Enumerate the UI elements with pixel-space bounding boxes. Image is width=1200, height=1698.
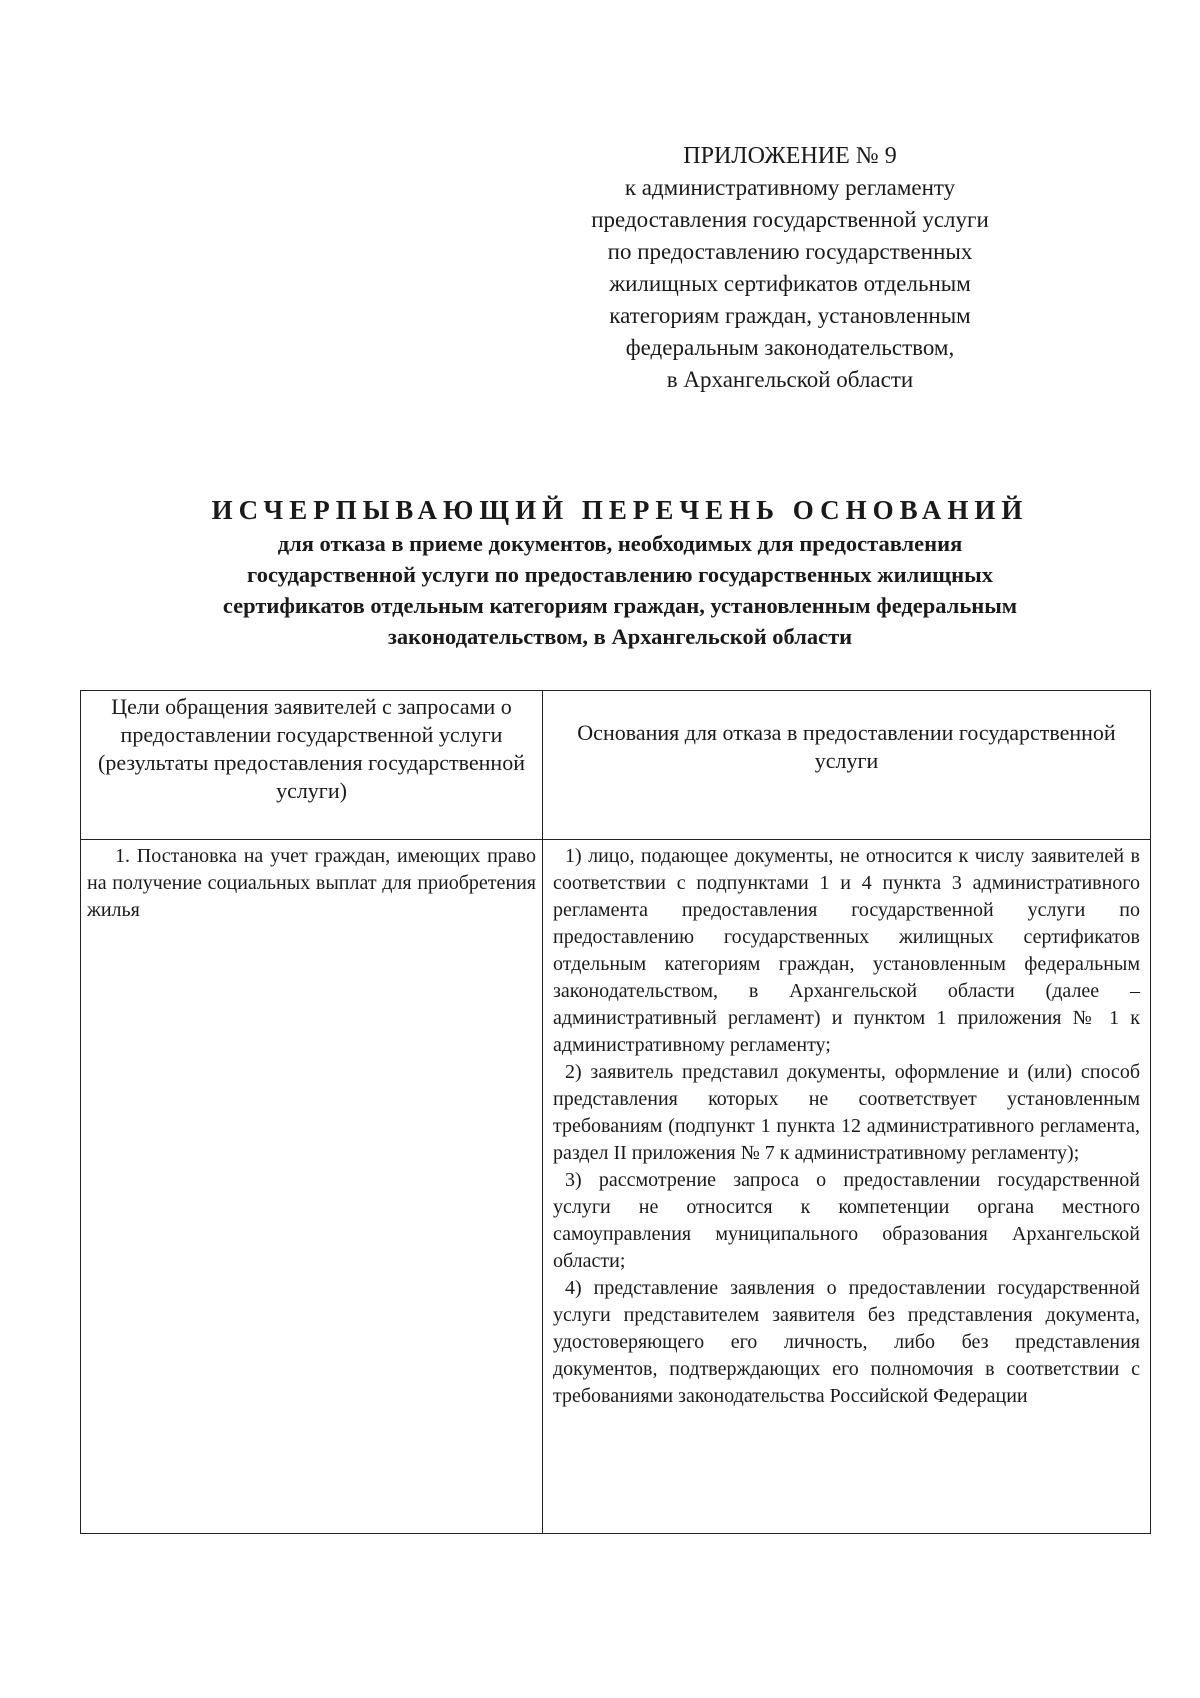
- ground-item: 2) заявитель представил документы, оформление и (или) способ представления которых не соответствует установленным требованиям (подпункт 1 пункта 12 административного регламента, раздел II приложения № 7 к административному регламенту);: [553, 1061, 1140, 1164]
- appendix-line: к административному регламенту: [624, 175, 956, 200]
- document-subtitle: [100, 528, 1140, 652]
- ground-item: 4) представление заявления о предоставлении государственной услуги представителем заявителя без представления документа, удостоверяющего его личность, либо без представления документов, подтверждающих его полномочия в соответствии с требованиями законодательства Российской Федерации: [553, 1277, 1140, 1407]
- subtitle-line: законодательством, в Архангельской области: [387, 624, 853, 649]
- purpose-text: 1. Постановка на учет граждан, имеющих право на получение социальных выплат для приобретения жилья: [87, 845, 536, 921]
- grounds-table: [80, 690, 1151, 1534]
- header-cell-grounds: [543, 691, 1151, 840]
- cell-grounds: [543, 840, 1151, 1534]
- ground-item: 3) рассмотрение запроса о предоставлении государственной услуги не относится к компетенции органа местного самоуправления муниципального образования Архангельской области;: [553, 1169, 1140, 1272]
- appendix-line: жилищных сертификатов отдельным: [609, 271, 971, 296]
- appendix-line: категориям граждан, установленным: [609, 303, 971, 328]
- appendix-line: в Архангельской области: [666, 367, 914, 392]
- appendix-line: предоставления государственной услуги: [591, 207, 989, 232]
- appendix-line: по предоставлению государственных: [607, 239, 973, 264]
- appendix-heading-block: [540, 140, 1040, 396]
- appendix-number: ПРИЛОЖЕНИЕ № 9: [683, 143, 897, 169]
- subtitle-line: сертификатов отдельным категориям граждан, установленным федеральным: [222, 593, 1018, 618]
- subtitle-line: государственной услуги по предоставлению государственных жилищных: [247, 562, 993, 587]
- document-title-block: [100, 492, 1140, 652]
- table-row: [81, 840, 1151, 1534]
- subtitle-line: для отказа в приеме документов, необходимых для предоставления: [277, 531, 963, 556]
- document-title: ИСЧЕРПЫВАЮЩИЙ ПЕРЕЧЕНЬ ОСНОВАНИЙ: [211, 495, 1029, 525]
- grounds-list: [543, 840, 1150, 1410]
- ground-item: 1) лицо, подающее документы, не относится к числу заявителей в соответствии с подпунктами 1 и 4 пункта 3 административного регламента предоставления государственной услуги по предоставлению государственных жилищных сертификатов отдельным категориям граждан, установленным федеральным законодательством, в Архангельской области (далее – административный регламент) и пунктом 1 приложения № 1 к административному регламенту;: [553, 845, 1140, 1056]
- header-grounds-text: Основания для отказа в предоставлении государственной услуги: [577, 720, 1116, 773]
- cell-purpose: [81, 840, 543, 1534]
- header-cell-purpose: [81, 691, 543, 840]
- table-header-row: [81, 691, 1151, 840]
- header-purpose-text: Цели обращения заявителей с запросами о предоставлении государственной услуги (результаты предоставления государственной услуги): [98, 694, 525, 803]
- appendix-line: федеральным законодательством,: [625, 335, 955, 360]
